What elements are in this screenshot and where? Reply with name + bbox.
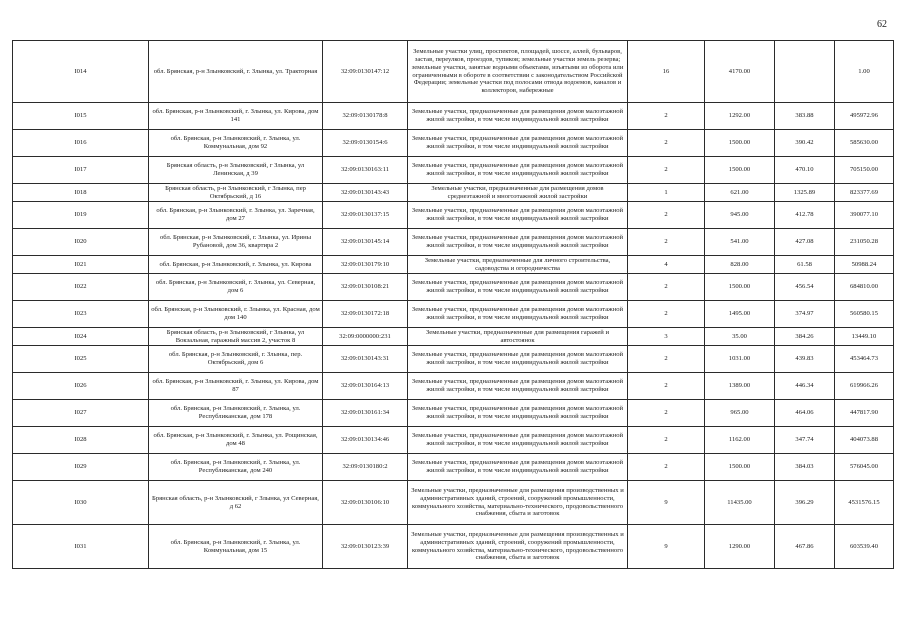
group-code-cell: 16 [628, 41, 705, 103]
table-row [13, 427, 894, 454]
specific-value-cell: 390.42 [775, 130, 835, 157]
cadastral-number-cell: 32:09:0130163:11 [323, 157, 408, 184]
cadastral-value-cell: 619966.26 [835, 373, 894, 400]
table-row [13, 130, 894, 157]
address-cell: Брянская область, р-н Злынковский, г Злынка, ул Ленинская, д 39 [149, 157, 323, 184]
group-code-cell: 2 [628, 202, 705, 229]
specific-value-cell: 470.10 [775, 157, 835, 184]
cadastral-value-cell: 231050.28 [835, 229, 894, 256]
address-cell: обл. Брянская, р-н Злынковский, г. Злынка, ул. Красная, дом дом 140 [149, 301, 323, 328]
table-row [13, 373, 894, 400]
address-cell: обл. Брянская, р-н Злынковский, г. Злынка, ул. Северная, дом 6 [149, 274, 323, 301]
address-cell: обл. Брянская, р-н Злынковский, г. Злынка, ул. Республиканская, дом 178 [149, 400, 323, 427]
address-cell: обл. Брянская, р-н Злынковский, г. Злынка, ул. Тракторная [149, 41, 323, 103]
group-code-cell: 3 [628, 328, 705, 346]
cadastral-number-cell: 32:09:0130106:10 [323, 481, 408, 525]
table-row [13, 229, 894, 256]
group-code-cell: 9 [628, 481, 705, 525]
group-code-cell: 2 [628, 157, 705, 184]
land-category-cell: Земельные участки, предназначенные для размещения домов малоэтажной жилой застройки, в том числе индивидуальной жилой застройки [408, 103, 628, 130]
land-category-cell: Земельные участки, предназначенные для размещения домов малоэтажной жилой застройки, в том числе индивидуальной жилой застройки [408, 229, 628, 256]
land-category-cell: Земельные участки, предназначенные для личного строительства, садоводства и огородничества [408, 256, 628, 274]
land-category-cell: Земельные участки, предназначенные для размещения домов малоэтажной жилой застройки, в том числе индивидуальной жилой застройки [408, 346, 628, 373]
group-code-cell: 2 [628, 427, 705, 454]
specific-value-cell: 374.97 [775, 301, 835, 328]
address-cell: обл. Брянская, р-н Злынковский, г. Злынка, пер. Октябрьский, дом 6 [149, 346, 323, 373]
cadastral-number-cell: 32:09:0130178:8 [323, 103, 408, 130]
area-cell: 541.00 [705, 229, 775, 256]
area-cell: 1495.00 [705, 301, 775, 328]
cadastral-number-cell: 32:09:0130123:39 [323, 525, 408, 569]
area-cell: 621.00 [705, 184, 775, 202]
group-code-cell: 2 [628, 373, 705, 400]
land-category-cell: Земельные участки, предназначенные для размещения гаражей и автостоянок [408, 328, 628, 346]
cadastral-number-cell: 32:09:0130143:31 [323, 346, 408, 373]
row-number-cell: I027 [13, 400, 149, 427]
row-number-cell: I023 [13, 301, 149, 328]
land-category-cell: Земельные участки улиц, проспектов, площадей, шоссе, аллей, бульваров, застав, переулков, проездов, тупиков; земельные участки земель резерва; земельные участки, занятые водными объектами, изъятыми из оборота или ограниченными в обороте в соответствии с законодательством Российской Федерации; земельные участки под полосами отвода водоемов, каналов и коллекторов, набережные [408, 41, 628, 103]
specific-value-cell: 456.54 [775, 274, 835, 301]
group-code-cell: 2 [628, 454, 705, 481]
land-category-cell: Земельные участки, предназначенные для размещения производственных и административных зданий, строений, сооружений промышленности, коммунального хозяйства, материально-технического, продовольственного снабжения, сбыта и заготовок [408, 481, 628, 525]
row-number-cell: I026 [13, 373, 149, 400]
table-row [13, 184, 894, 202]
row-number-cell: I015 [13, 103, 149, 130]
group-code-cell: 2 [628, 274, 705, 301]
address-cell: обл. Брянская, р-н Злынковский, г. Злынка, ул. Кирова, дом 141 [149, 103, 323, 130]
address-cell: обл. Брянская, р-н Злынковский, г. Злынка, ул. Рощинская, дом 48 [149, 427, 323, 454]
address-cell: обл. Брянская, р-н Злынковский, г. Злынка, ул. Ирины Рубановой, дом 36, квартира 2 [149, 229, 323, 256]
table-row [13, 103, 894, 130]
specific-value-cell: 1325.89 [775, 184, 835, 202]
land-category-cell: Земельные участки, предназначенные для размещения домов малоэтажной жилой застройки, в том числе индивидуальной жилой застройки [408, 400, 628, 427]
cadastral-value-cell: 603539.40 [835, 525, 894, 569]
address-cell: обл. Брянская, р-н Злынковский, г. Злынка, ул. Кирова [149, 256, 323, 274]
land-category-cell: Земельные участки, предназначенные для размещения домов малоэтажной жилой застройки, в том числе индивидуальной жилой застройки [408, 427, 628, 454]
land-category-cell: Земельные участки, предназначенные для размещения домов малоэтажной жилой застройки, в том числе индивидуальной жилой застройки [408, 157, 628, 184]
cadastral-value-cell: 453464.73 [835, 346, 894, 373]
row-number-cell: I018 [13, 184, 149, 202]
table-row [13, 274, 894, 301]
cadastral-value-cell: 4531576.15 [835, 481, 894, 525]
group-code-cell: 2 [628, 130, 705, 157]
row-number-cell: I025 [13, 346, 149, 373]
cadastral-value-cell: 447817.90 [835, 400, 894, 427]
specific-value-cell: 412.78 [775, 202, 835, 229]
cadastral-number-cell: 32:09:0130164:13 [323, 373, 408, 400]
table-row [13, 301, 894, 328]
specific-value-cell: 384.26 [775, 328, 835, 346]
area-cell: 11435.00 [705, 481, 775, 525]
group-code-cell: 2 [628, 301, 705, 328]
row-number-cell: I014 [13, 41, 149, 103]
specific-value-cell: 427.08 [775, 229, 835, 256]
land-registry-table [12, 40, 894, 569]
table-row [13, 454, 894, 481]
cadastral-number-cell: 32:09:0130145:14 [323, 229, 408, 256]
row-number-cell: I031 [13, 525, 149, 569]
land-category-cell: Земельные участки, предназначенные для размещения домов малоэтажной жилой застройки, в том числе индивидуальной жилой застройки [408, 202, 628, 229]
cadastral-number-cell: 32:09:0130161:34 [323, 400, 408, 427]
address-cell: обл. Брянская, р-н Злынковский, г. Злынка, ул. Республиканская, дом 240 [149, 454, 323, 481]
cadastral-value-cell: 404073.88 [835, 427, 894, 454]
area-cell: 1292.00 [705, 103, 775, 130]
land-category-cell: Земельные участки, предназначенные для размещения домов малоэтажной жилой застройки, в том числе индивидуальной жилой застройки [408, 301, 628, 328]
cadastral-value-cell: 13449.10 [835, 328, 894, 346]
address-cell: Брянская область, р-н Злынковский, г Злынка, ул Северная, д 62 [149, 481, 323, 525]
area-cell: 1500.00 [705, 274, 775, 301]
group-code-cell: 2 [628, 103, 705, 130]
table-body [13, 41, 894, 569]
cadastral-value-cell: 684810.00 [835, 274, 894, 301]
group-code-cell: 9 [628, 525, 705, 569]
group-code-cell: 1 [628, 184, 705, 202]
row-number-cell: I030 [13, 481, 149, 525]
cadastral-value-cell: 823377.69 [835, 184, 894, 202]
area-cell: 1290.00 [705, 525, 775, 569]
cadastral-number-cell: 32:09:0130108:21 [323, 274, 408, 301]
land-category-cell: Земельные участки, предназначенные для размещения производственных и административных зданий, строений, сооружений промышленности, коммунального хозяйства, материально-технического, продовольственного снабжения, сбыта и заготовок [408, 525, 628, 569]
cadastral-number-cell: 32:09:0130172:18 [323, 301, 408, 328]
group-code-cell: 4 [628, 256, 705, 274]
row-number-cell: I020 [13, 229, 149, 256]
address-cell: обл. Брянская, р-н Злынковский, г. Злынка, ул. Коммунальная, дом 15 [149, 525, 323, 569]
specific-value-cell: 383.88 [775, 103, 835, 130]
row-number-cell: I016 [13, 130, 149, 157]
table-row [13, 157, 894, 184]
group-code-cell: 2 [628, 400, 705, 427]
address-cell: Брянская область, р-н Злынковский, г Злынка, ул Вокзальная, гаражный массив 2, участок 8 [149, 328, 323, 346]
table-row [13, 202, 894, 229]
row-number-cell: I022 [13, 274, 149, 301]
cadastral-number-cell: 32:09:0130179:10 [323, 256, 408, 274]
table-row [13, 41, 894, 103]
page-number: 62 [877, 19, 887, 30]
area-cell: 35.00 [705, 328, 775, 346]
table-row [13, 328, 894, 346]
area-cell: 1500.00 [705, 130, 775, 157]
area-cell: 945.00 [705, 202, 775, 229]
row-number-cell: I021 [13, 256, 149, 274]
specific-value-cell: 467.86 [775, 525, 835, 569]
land-category-cell: Земельные участки, предназначенные для размещения домов малоэтажной жилой застройки, в том числе индивидуальной жилой застройки [408, 274, 628, 301]
group-code-cell: 2 [628, 229, 705, 256]
cadastral-number-cell: 32:09:0130180:2 [323, 454, 408, 481]
cadastral-value-cell: 576045.00 [835, 454, 894, 481]
table-row [13, 346, 894, 373]
specific-value-cell: 439.83 [775, 346, 835, 373]
specific-value-cell: 446.34 [775, 373, 835, 400]
table-row [13, 525, 894, 569]
address-cell: обл. Брянская, р-н Злынковский, г. Злынка, ул. Заречная, дом 27 [149, 202, 323, 229]
table-row [13, 256, 894, 274]
specific-value-cell [775, 41, 835, 103]
cadastral-number-cell: 32:09:0130137:15 [323, 202, 408, 229]
area-cell: 965.00 [705, 400, 775, 427]
cadastral-value-cell: 705150.00 [835, 157, 894, 184]
row-number-cell: I024 [13, 328, 149, 346]
cadastral-value-cell: 390077.10 [835, 202, 894, 229]
cadastral-value-cell: 585630.00 [835, 130, 894, 157]
row-number-cell: I017 [13, 157, 149, 184]
cadastral-number-cell: 32:09:0000000:231 [323, 328, 408, 346]
cadastral-value-cell: 560580.15 [835, 301, 894, 328]
cadastral-number-cell: 32:09:0130143:43 [323, 184, 408, 202]
table-row [13, 481, 894, 525]
area-cell: 1500.00 [705, 454, 775, 481]
table-row [13, 400, 894, 427]
address-cell: обл. Брянская, р-н Злынковский, г. Злынка, ул. Кирова, дом 87 [149, 373, 323, 400]
land-category-cell: Земельные участки, предназначенные для размещения домов малоэтажной жилой застройки, в том числе индивидуальной жилой застройки [408, 454, 628, 481]
specific-value-cell: 61.58 [775, 256, 835, 274]
area-cell: 1162.00 [705, 427, 775, 454]
land-category-cell: Земельные участки, предназначенные для размещения домов среднеэтажной и многоэтажной жилой застройки [408, 184, 628, 202]
land-category-cell: Земельные участки, предназначенные для размещения домов малоэтажной жилой застройки, в том числе индивидуальной жилой застройки [408, 130, 628, 157]
cadastral-number-cell: 32:09:0130147:12 [323, 41, 408, 103]
area-cell: 828.00 [705, 256, 775, 274]
address-cell: обл. Брянская, р-н Злынковский, г. Злынка, ул. Коммунальная, дом 92 [149, 130, 323, 157]
cadastral-number-cell: 32:09:0130134:46 [323, 427, 408, 454]
specific-value-cell: 396.29 [775, 481, 835, 525]
row-number-cell: I019 [13, 202, 149, 229]
area-cell: 1389.00 [705, 373, 775, 400]
area-cell: 4170.00 [705, 41, 775, 103]
cadastral-value-cell: 1.00 [835, 41, 894, 103]
cadastral-value-cell: 50988.24 [835, 256, 894, 274]
specific-value-cell: 464.06 [775, 400, 835, 427]
group-code-cell: 2 [628, 346, 705, 373]
specific-value-cell: 347.74 [775, 427, 835, 454]
specific-value-cell: 384.03 [775, 454, 835, 481]
land-category-cell: Земельные участки, предназначенные для размещения домов малоэтажной жилой застройки, в том числе индивидуальной жилой застройки [408, 373, 628, 400]
cadastral-value-cell: 495972.96 [835, 103, 894, 130]
row-number-cell: I028 [13, 427, 149, 454]
address-cell: Брянская область, р-н Злынковский, г Злынка, пер Октябрьский, д 16 [149, 184, 323, 202]
area-cell: 1031.00 [705, 346, 775, 373]
row-number-cell: I029 [13, 454, 149, 481]
area-cell: 1500.00 [705, 157, 775, 184]
cadastral-number-cell: 32:09:0130154:6 [323, 130, 408, 157]
